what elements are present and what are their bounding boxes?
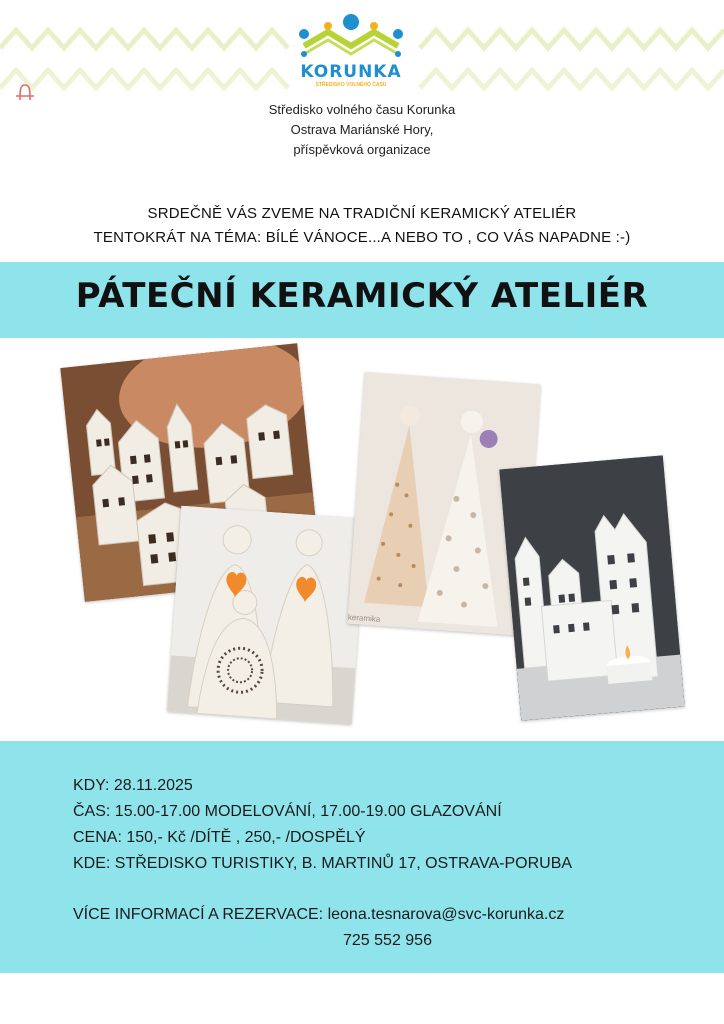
ribbon-icon bbox=[14, 82, 36, 102]
photo-white-houses bbox=[499, 455, 684, 720]
logo-wordmark: KORUNKA bbox=[300, 62, 402, 82]
org-line: příspěvková organizace bbox=[293, 142, 431, 157]
korunka-logo bbox=[292, 10, 410, 102]
info-phone: 725 552 956 bbox=[343, 932, 432, 949]
logo-subtitle: STŘEDISKO VOLNÉHO ČASU bbox=[315, 82, 387, 88]
invite-line: SRDEČNĚ VÁS ZVEME NA TRADIČNÍ KERAMICKÝ ATELIÉR bbox=[147, 205, 577, 222]
info-contact: VÍCE INFORMACÍ A REZERVACE: leona.tesnarova@svc-korunka.cz bbox=[73, 906, 565, 923]
invitation-text bbox=[0, 202, 724, 250]
crown-icon bbox=[292, 10, 410, 66]
info-date: KDY: 28.11.2025 bbox=[73, 777, 193, 794]
info-place: KDE: STŘEDISKO TURISTIKY, B. MARTINŮ 17, OSTRAVA-PORUBA bbox=[73, 855, 573, 872]
info-price: CENA: 150,- Kč /DÍTĚ , 250,- /DOSPĚLÝ bbox=[73, 829, 366, 846]
photo-watermark: keramika bbox=[347, 612, 381, 624]
invite-line: TENTOKRÁT NA TÉMA: BÍLÉ VÁNOCE...A NEBO TO , CO VÁS NAPADNE :-) bbox=[93, 229, 631, 246]
organization-info bbox=[0, 100, 724, 160]
org-line: Ostrava Mariánské Hory, bbox=[290, 122, 434, 137]
org-line: Středisko volného času Korunka bbox=[268, 102, 456, 117]
info-time: ČAS: 15.00-17.00 MODELOVÁNÍ, 17.00-19.00 GLAZOVÁNÍ bbox=[73, 803, 502, 820]
page-title: PÁTEČNÍ KERAMICKÝ ATELIÉR bbox=[75, 276, 649, 316]
photo-ceramic-angels bbox=[167, 506, 366, 724]
